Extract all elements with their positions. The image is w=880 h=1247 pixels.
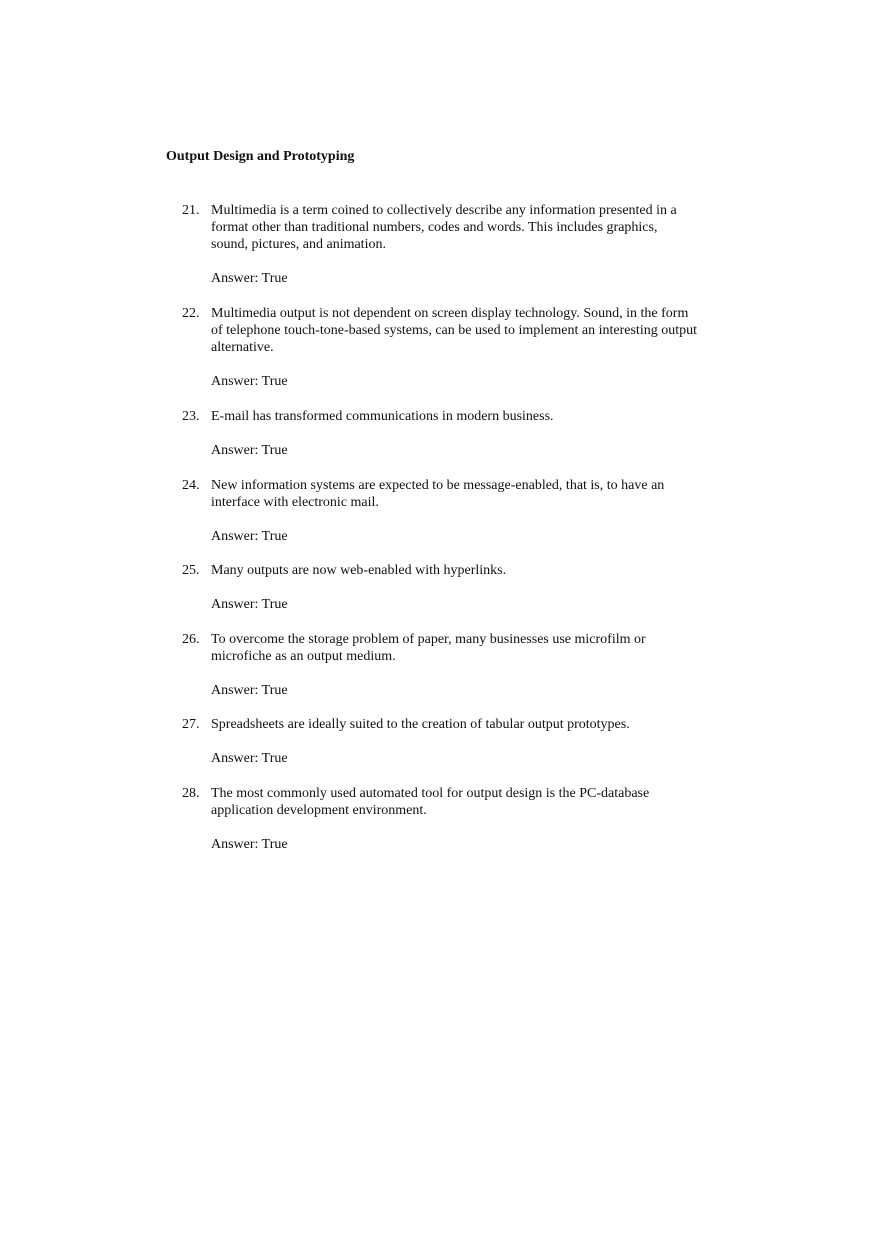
question-line: E-mail has transformed communications in modern business.: [211, 409, 554, 424]
answer: Answer: True: [211, 529, 288, 544]
answer: Answer: True: [211, 683, 288, 698]
question-text: [211, 202, 677, 253]
question-text: [211, 716, 630, 733]
question-number: 25.: [182, 563, 200, 578]
question-line: Many outputs are now web-enabled with hyperlinks.: [211, 563, 507, 578]
question-number: 28.: [182, 786, 200, 801]
question-line: New information systems are expected to be message-enabled, that is, to have an: [211, 478, 665, 493]
answer: Answer: True: [211, 271, 288, 286]
question-text: [211, 631, 646, 665]
answer: Answer: True: [211, 374, 288, 389]
question-text: [211, 305, 697, 356]
answer: Answer: True: [211, 597, 288, 612]
question-line: To overcome the storage problem of paper, many businesses use microfilm or: [211, 632, 646, 647]
answer: Answer: True: [211, 751, 288, 766]
question-number: 23.: [182, 409, 200, 424]
question-text: [211, 477, 664, 511]
question-text: [211, 562, 506, 579]
question-line: Multimedia is a term coined to collectively describe any information presented in a: [211, 203, 677, 218]
question-line: sound, pictures, and animation.: [211, 237, 386, 252]
question-line: of telephone touch-tone-based systems, can be used to implement an interesting output: [211, 323, 697, 338]
question-line: Multimedia output is not dependent on screen display technology. Sound, in the form: [211, 306, 689, 321]
answer: Answer: True: [211, 443, 288, 458]
question-number: 22.: [182, 306, 200, 321]
question-number: 26.: [182, 632, 200, 647]
question-line: application development environment.: [211, 803, 427, 818]
question-line: Spreadsheets are ideally suited to the creation of tabular output prototypes.: [211, 717, 630, 732]
answer: Answer: True: [211, 837, 288, 852]
question-line: microfiche as an output medium.: [211, 649, 396, 664]
question-text: [211, 785, 649, 819]
question-line: format other than traditional numbers, codes and words. This includes graphics,: [211, 220, 658, 235]
question-text: [211, 408, 554, 425]
question-number: 21.: [182, 203, 200, 218]
question-line: The most commonly used automated tool for output design is the PC-database: [211, 786, 650, 801]
section-title: Output Design and Prototyping: [166, 149, 355, 164]
question-line: alternative.: [211, 340, 274, 355]
question-line: interface with electronic mail.: [211, 495, 379, 510]
question-number: 27.: [182, 717, 200, 732]
question-number: 24.: [182, 478, 200, 493]
